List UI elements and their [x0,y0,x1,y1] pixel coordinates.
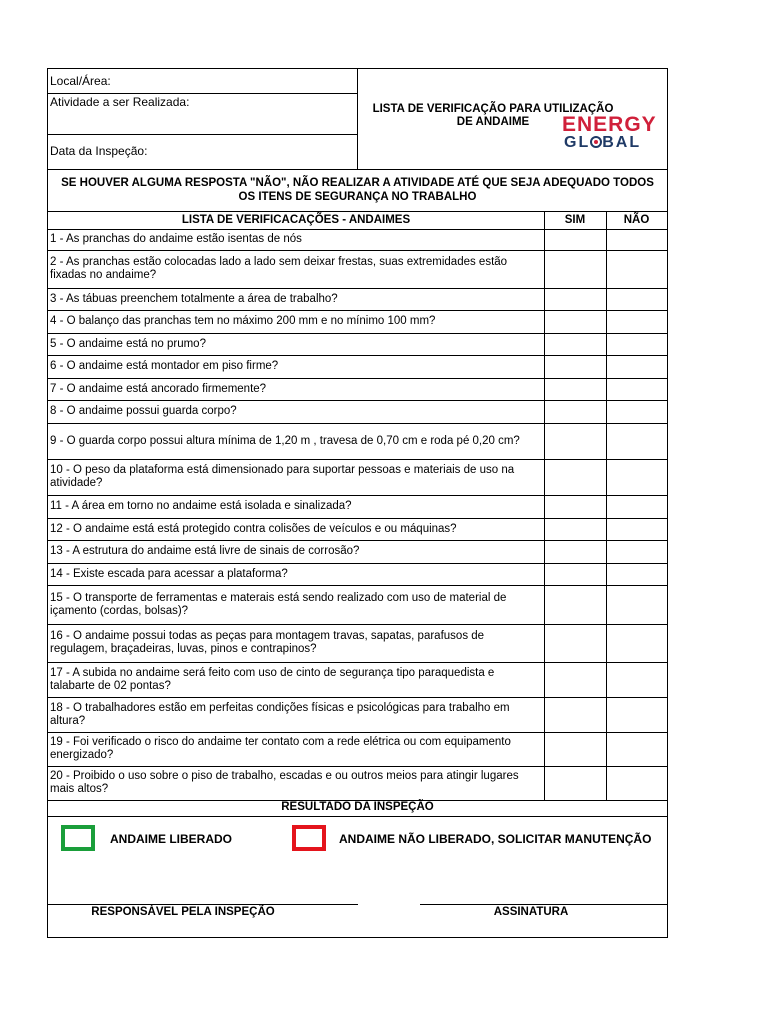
sim-answer-cell[interactable] [544,250,606,288]
nao-answer-cell[interactable] [606,732,667,766]
checklist-item-text: 6 - O andaime está montador em piso firme? [50,360,279,372]
nao-liberado-label: ANDAIME NÃO LIBERADO, SOLICITAR MANUTENÇÃO [339,832,652,846]
column-header-nao: NÃO [623,214,650,226]
nao-answer-cell[interactable] [606,423,667,459]
logo-global-part-a: GL [564,134,591,151]
table-row [48,229,667,250]
table-row [48,697,667,732]
globe-icon [590,136,602,148]
header-line-2 [48,134,357,135]
table-row [48,624,667,662]
liberado-checkbox[interactable] [61,825,95,851]
nao-answer-cell[interactable] [606,585,667,624]
result-title-bottom-line [48,816,667,817]
table-row [48,662,667,697]
nao-liberado-checkbox[interactable] [292,825,326,851]
sim-answer-cell[interactable] [544,378,606,400]
sim-answer-cell[interactable] [544,355,606,378]
nao-answer-cell[interactable] [606,378,667,400]
nao-answer-cell[interactable] [606,697,667,732]
sim-answer-cell[interactable] [544,624,606,662]
sim-answer-cell[interactable] [544,563,606,585]
nao-answer-cell[interactable] [606,563,667,585]
liberado-label: ANDAIME LIBERADO [110,832,232,846]
nao-answer-cell[interactable] [606,288,667,310]
logo-energy-text: ENERGY [562,113,657,136]
checklist-item-text: 19 - Foi verificado o risco do andaime ter contato com a rede elétrica ou com equipamento energizado? [50,736,511,761]
nao-answer-cell[interactable] [606,229,667,250]
checklist-item-text: 4 - O balanço das pranchas tem no máximo 200 mm e no mínimo 100 mm? [50,315,436,327]
energy-global-logo [562,115,662,151]
nao-answer-cell[interactable] [606,310,667,333]
sim-answer-cell[interactable] [544,495,606,518]
sim-answer-cell[interactable] [544,333,606,355]
logo-global-text [564,135,662,151]
sim-answer-cell[interactable] [544,310,606,333]
result-title: RESULTADO DA INSPEÇÃO [281,801,434,813]
table-row [48,288,667,310]
table-row [48,766,667,800]
table-row [48,732,667,766]
nao-answer-cell[interactable] [606,624,667,662]
nao-answer-cell[interactable] [606,662,667,697]
checklist-item-text: 12 - O andaime está está protegido contra colisões de veículos e ou máquinas? [50,522,457,535]
local-area-field[interactable]: Local/Área: [50,74,111,88]
table-row [48,378,667,400]
sim-answer-cell[interactable] [544,766,606,800]
checklist-item-text: 11 - A área em torno no andaime está isolada e sinalizada? [50,500,352,512]
sim-answer-cell[interactable] [544,662,606,697]
checklist-item-text: 9 - O guarda corpo possui altura mínima de 1,20 m , travesa de 0,70 cm e roda pé 0,20 cm? [50,434,520,447]
form-title: LISTA DE VERIFICAÇÃO PARA UTILIZAÇÃO DE ANDAIME [372,103,614,128]
warning-notice: SE HOUVER ALGUMA RESPOSTA "NÃO", NÃO REALIZAR A ATIVIDADE ATÉ QUE SEJA ADEQUADO TODOS OS ITENS DE SEGURANÇA NO TRABALHO [61,177,654,203]
checklist-item-text: 10 - O peso da plataforma está dimensionado para suportar pessoas e materiais de uso na atividade? [50,464,515,489]
nao-answer-cell[interactable] [606,250,667,288]
sim-answer-cell[interactable] [544,423,606,459]
responsavel-label: RESPONSÁVEL PELA INSPEÇÃO [91,906,275,918]
checklist-item-text: 14 - Existe escada para acessar a plataforma? [50,567,288,580]
checklist-item-text: 8 - O andaime possui guarda corpo? [50,405,237,417]
inspection-form [47,68,668,938]
nao-answer-cell[interactable] [606,766,667,800]
checklist-item-text: 5 - O andaime está no prumo? [50,337,206,350]
table-row [48,355,667,378]
responsavel-signature-line[interactable] [48,904,358,905]
sim-answer-cell[interactable] [544,518,606,540]
table-row [48,563,667,585]
nao-answer-cell[interactable] [606,540,667,563]
table-row [48,333,667,355]
table-row [48,518,667,540]
checklist-item-text: 1 - As pranchas do andaime estão isentas de nós [50,233,302,245]
table-row [48,423,667,459]
checklist-item-text: 13 - A estrutura do andaime está livre de sinais de corrosão? [50,545,360,557]
table-row [48,250,667,288]
sim-answer-cell[interactable] [544,400,606,423]
sim-answer-cell[interactable] [544,288,606,310]
sim-answer-cell[interactable] [544,697,606,732]
table-row [48,495,667,518]
data-inspecao-field[interactable]: Data da Inspeção: [50,144,148,158]
sim-answer-cell[interactable] [544,732,606,766]
nao-column-divider [606,211,607,800]
checklist-item-text: 15 - O transporte de ferramentas e materais está sendo realizado com uso de material de içamento (cordas, bolsas)? [50,591,507,617]
table-row [48,540,667,563]
table-row [48,310,667,333]
sim-answer-cell[interactable] [544,229,606,250]
nao-answer-cell[interactable] [606,518,667,540]
checklist-item-text: 2 - As pranchas estão colocadas lado a lado sem deixar frestas, suas extremidades estão fixadas no andaime? [50,256,508,281]
sim-answer-cell[interactable] [544,540,606,563]
table-row [48,585,667,624]
sim-column-divider [544,211,545,800]
header-divider [357,69,358,169]
assinatura-signature-line[interactable] [420,904,667,905]
column-header-list: LISTA DE VERIFICACAÇÕES - ANDAIMES [181,214,411,226]
checklist-item-text: 17 - A subida no andaime será feito com uso de cinto de segurança tipo paraquedista e talabarte de 02 pontas? [50,666,495,692]
logo-global-part-b: BAL [602,134,642,151]
sim-answer-cell[interactable] [544,459,606,495]
header-line-1 [48,93,357,94]
checklist-item-text: 20 - Proibido o uso sobre o piso de trabalho, escadas e ou outros meios para atingir lugares mais altos? [50,770,519,795]
checklist-item-text: 3 - As tábuas preenchem totalmente a área de trabalho? [50,292,338,305]
nao-answer-cell[interactable] [606,495,667,518]
column-header-sim: SIM [564,214,586,226]
nao-answer-cell[interactable] [606,459,667,495]
nao-answer-cell[interactable] [606,400,667,423]
checklist-item-text: 18 - O trabalhadores estão em perfeitas condições físicas e psicológicas para trabalho em altura? [50,701,510,727]
nao-answer-cell[interactable] [606,355,667,378]
table-row [48,459,667,495]
checklist-item-text: 7 - O andaime está ancorado firmemente? [50,382,267,395]
atividade-field[interactable]: Atividade a ser Realizada: [50,95,190,109]
checklist-item-text: 16 - O andaime possui todas as peças para montagem travas, sapatas, parafusos de regulagem, braçadeiras, luvas, pinos e contrapinos? [50,630,485,655]
nao-answer-cell[interactable] [606,333,667,355]
table-row [48,400,667,423]
sim-answer-cell[interactable] [544,585,606,624]
assinatura-label: ASSINATURA [493,906,569,918]
